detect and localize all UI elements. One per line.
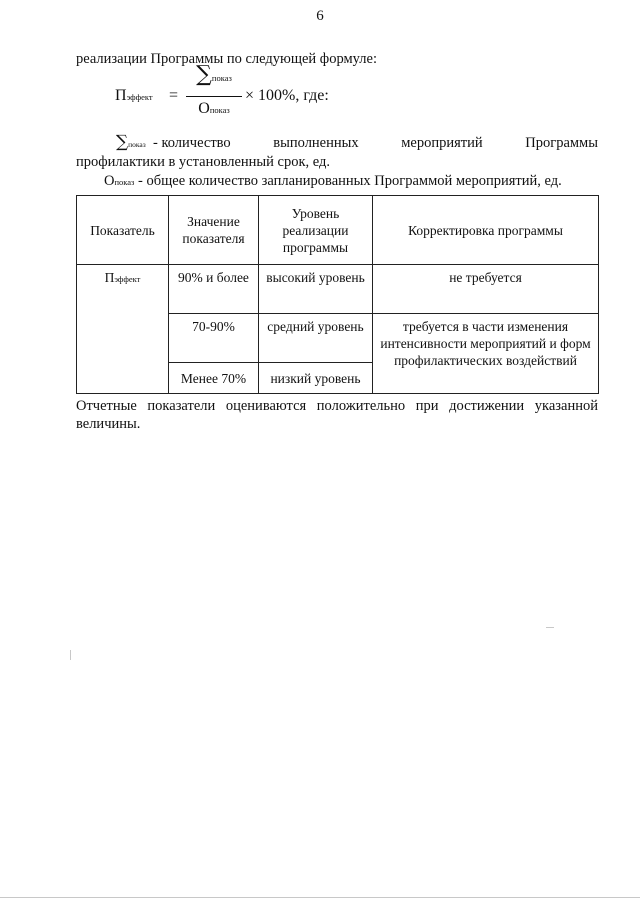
definition-word: мероприятий <box>401 135 483 151</box>
value-cell: 70-90% <box>169 314 259 363</box>
formula-numerator-sub: показ <box>211 73 232 83</box>
closing-line2: величины. <box>76 416 141 432</box>
definition-total-main: О <box>104 173 115 189</box>
formula-multiplier: × 100%, где: <box>245 87 329 104</box>
correction-cell: требуется в части изменения интенсивности мероприятий и форм профилактических воздействий <box>373 314 599 394</box>
formula-denominator <box>186 100 242 118</box>
correction-cell: не требуется <box>373 265 599 314</box>
formula-equals: = <box>169 87 179 104</box>
indicator-sub: эффект <box>114 274 141 284</box>
formula-numerator <box>186 62 242 87</box>
header-indicator: Показатель <box>77 196 169 265</box>
header-level: Уровень реализации программы <box>259 196 373 265</box>
definition-word: - количество <box>152 135 231 151</box>
definition-sum-term <box>116 132 231 152</box>
intro-line: реализации Программы по следующей формуле: <box>76 51 377 67</box>
program-table <box>76 195 599 394</box>
level-cell: высокий уровень <box>259 265 373 314</box>
page-number: 6 <box>316 8 324 24</box>
formula-lhs <box>115 87 153 105</box>
page-edge-line <box>0 897 640 898</box>
sum-symbol: ∑ <box>196 62 212 87</box>
value-cell: 90% и более <box>169 265 259 314</box>
formula-denominator-main: О <box>198 100 210 117</box>
scan-mark <box>70 650 71 660</box>
formula-denominator-sub: показ <box>209 105 230 115</box>
definition-total-line <box>104 172 562 191</box>
definition-total-sub: показ <box>114 177 135 187</box>
scan-mark <box>546 627 554 628</box>
definition-word: Программы <box>525 135 598 151</box>
formula-lhs-sub: эффект <box>126 92 153 102</box>
header-value: Значение показателя <box>169 196 259 265</box>
indicator-main: П <box>104 270 115 285</box>
definition-total-text: - общее количество запланированных Программой мероприятий, ед. <box>134 173 562 189</box>
formula-lhs-main: П <box>115 87 127 104</box>
definition-word: выполненных <box>273 135 359 151</box>
level-cell: средний уровень <box>259 314 373 363</box>
table-header-row <box>77 196 599 265</box>
value-cell: Менее 70% <box>169 363 259 394</box>
closing-line1: Отчетные показатели оцениваются положительно при достижении указанной <box>76 398 598 414</box>
header-correction: Корректировка программы <box>373 196 599 265</box>
fraction-bar <box>186 96 242 97</box>
table-row <box>77 265 599 314</box>
definition-sum-line <box>116 132 598 152</box>
definition-sum-sub: показ <box>128 140 146 149</box>
indicator-cell <box>77 265 169 394</box>
level-cell: низкий уровень <box>259 363 373 394</box>
sum-symbol-small: ∑ <box>116 132 129 152</box>
definition-sum-line2: профилактики в установленный срок, ед. <box>76 154 331 170</box>
